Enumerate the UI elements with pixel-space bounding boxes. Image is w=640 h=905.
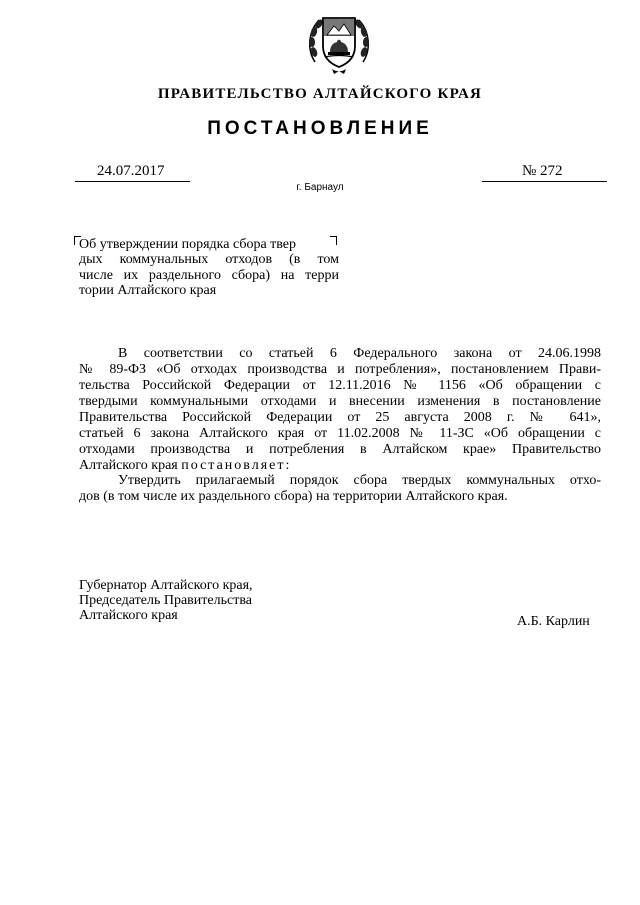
document-date: 24.07.2017: [97, 163, 165, 179]
subject-line: Об утверждении порядка сбора твер: [79, 237, 297, 252]
body-line-text: Алтайского края: [79, 458, 178, 473]
body-line: статьей 6 закона Алтайского края от 11.02.2008 № 11-ЗС «Об обращении с: [79, 426, 601, 441]
document-type-heading: ПОСТАНОВЛЕНИЕ: [207, 118, 433, 139]
body-line: Правительства Российской Федерации от 25 августа 2008 г. № 641»,: [79, 410, 601, 425]
body-line: отходами производства и потребления в Алтайском крае» Правительство: [79, 442, 601, 457]
signatory-title-line: Губернатор Алтайского края,: [79, 578, 253, 593]
body-line: В соответствии со статьей 6 Федерального закона от 24.06.1998: [118, 346, 601, 361]
subject-line: тории Алтайского края: [79, 283, 217, 298]
signatory-title-line: Председатель Правительства: [79, 593, 252, 608]
body-line: твердыми коммунальными отходами и внесении изменения в постановление: [79, 394, 601, 409]
decree-keyword: постановляет:: [181, 458, 292, 473]
body-line: № 89-ФЗ «Об отходах производства и потребления», постановлением Прави-: [79, 362, 601, 377]
signatory-title-line: Алтайского края: [79, 608, 178, 623]
subject-line: числе их раздельного сбора) на терри: [79, 268, 339, 283]
signatory-name: А.Б. Карлин: [517, 614, 590, 629]
altai-krai-coat-of-arms-icon: [303, 8, 375, 80]
document-city: г. Барнаул: [296, 182, 344, 193]
body-line: дов (в том числе их раздельного сбора) на территории Алтайского края.: [79, 489, 508, 504]
body-line: [79, 458, 601, 474]
body-line: Утвердить прилагаемый порядок сбора твердых коммунальных отхо-: [118, 473, 601, 488]
subject-line: дых коммунальных отходов (в том: [79, 252, 339, 267]
government-title: ПРАВИТЕЛЬСТВО АЛТАЙСКОГО КРАЯ: [157, 86, 483, 102]
document-number: № 272: [522, 163, 563, 179]
body-line: тельства Российской Федерации от 12.11.2016 № 1156 «Об обращении с: [79, 378, 601, 393]
